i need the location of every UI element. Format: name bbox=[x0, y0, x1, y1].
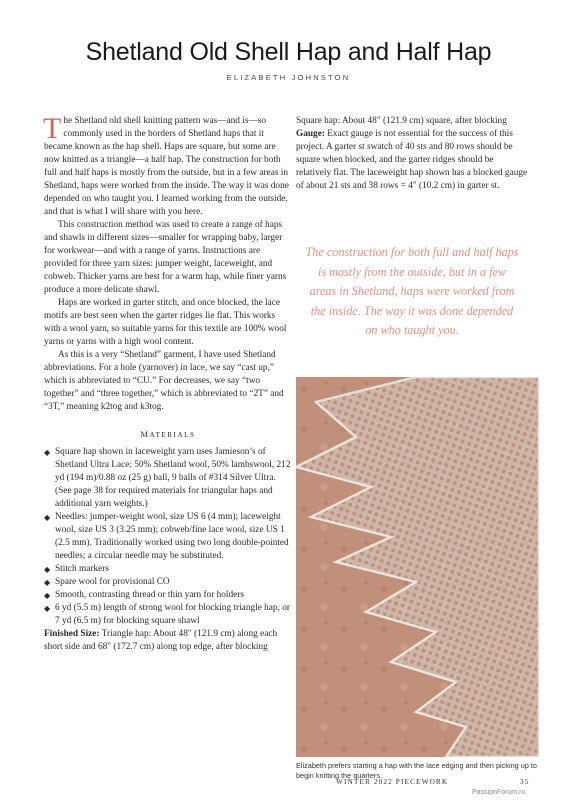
finished-size-text: Triangle hap: About 48" (121.9 cm) along each short side and 68" (172.7 cm) along top edge, after blocking bbox=[44, 629, 278, 652]
left-column bbox=[43, 112, 292, 654]
materials-heading-initial: M bbox=[140, 429, 150, 439]
article-title: Shetland Old Shell Hap and Half Hap bbox=[85, 38, 492, 66]
gauge-label: Gauge: bbox=[296, 129, 325, 139]
diamond-bullet-icon: ◆ bbox=[44, 565, 51, 574]
gauge-paragraph bbox=[296, 128, 530, 193]
diamond-bullet-icon: ◆ bbox=[44, 591, 51, 600]
materials-item bbox=[44, 563, 292, 576]
gauge-text: Exact gauge is not essential for the success of this project. A garter st swatch of 40 sts and 80 rows should be square when blocked, and the garter ridges should be relatively flat. The laceweight hap shown has a blocked gauge of about 21 sts and 38 rows = 4" (10.2 cm) in garter st. bbox=[296, 129, 528, 191]
diamond-bullet-icon: ◆ bbox=[44, 604, 51, 613]
finished-size-label: Finished Size: bbox=[44, 629, 100, 639]
intro-paragraph-1 bbox=[43, 112, 292, 219]
photo-caption: Elizabeth prefers starting a hap with the lace edging and then picking up to begin knitting the quarters. bbox=[296, 761, 537, 780]
intro-paragraph-3: Haps are worked in garter stitch, and once blocked, the lace motifs are best seen when the garter ridges lie flat. This works with a wool yarn, so suitable yarns for this textile are 100% wool yarns or yarns with a high wool content. bbox=[44, 298, 287, 347]
finished-size bbox=[44, 628, 292, 654]
materials-list bbox=[44, 446, 292, 628]
intro-paragraph-4: As this is a very “Shetland” garment, I have used Shetland abbreviations. For a hole (yarnover) in lace, we say “cast up,” which is abbreviated to “CU.” For decreases, we say “two together” and “three together,” which is abbreviated to “2T” and “3T,” meaning k2tog and k3tog. bbox=[44, 350, 284, 412]
author-byline: ELIZABETH JOHNSTON bbox=[226, 73, 351, 82]
materials-heading-rest: ATERIALS bbox=[149, 431, 196, 439]
materials-item-text: Smooth, contrasting thread or thin yarn for holders bbox=[55, 590, 244, 600]
materials-item bbox=[44, 446, 292, 511]
intro-paragraph-1-text: he Shetland old shell knitting pattern was—and is—so commonly used in the borders of Shetland haps that it became known as the hap shell. Haps are square, but some are now knitted as a triangle—a half hap. The construction for both full and half haps is mostly from the outside, but in a few areas in Shetland, haps were worked from the inside. The way it was done depended on who taught you. I learned working from the outside, and that is what I will share with you here. bbox=[44, 116, 289, 217]
diamond-bullet-icon: ◆ bbox=[44, 448, 51, 457]
materials-item-text: Needles: jumper-weight wool, size US 6 (4 mm); laceweight wool, size US 3 (3.25 mm); cobweb/fine lace wool, size US 1 (2.5 mm). Traditionally worked using two long double-pointed needles; a circular needle may be substituted. bbox=[55, 512, 289, 561]
materials-item-text: Spare wool for provisional CO bbox=[55, 577, 170, 587]
watermark: PassionForum.ru bbox=[472, 789, 526, 796]
page-number: 35 bbox=[520, 777, 530, 786]
drop-cap: T bbox=[43, 112, 62, 145]
materials-heading bbox=[44, 428, 292, 442]
materials-item-text: Stitch markers bbox=[55, 564, 109, 574]
materials-item bbox=[44, 511, 292, 563]
diamond-bullet-icon: ◆ bbox=[44, 578, 51, 587]
materials-item bbox=[44, 602, 292, 628]
right-column bbox=[296, 115, 530, 193]
issue-label: WINTER 2022 PIECEWORK bbox=[336, 777, 449, 786]
materials-item bbox=[44, 589, 292, 602]
materials-item-text: 6 yd (5.5 m) length of strong wool for blocking triangle hap, or 7 yd (6.5 m) for blocking square shawl bbox=[55, 603, 290, 626]
intro-paragraph-2: This construction method was used to create a range of haps and shawls in different sizes—smaller for wrapping baby, larger for workwear—and with a range of yarns. Instructions are provided for three yarn sizes: jumper weight, laceweight, and cobweb. Thicker yarns are best for a warm hap, while finer yarns produce a more delicate shawl. bbox=[44, 220, 287, 295]
lace-hap-photo bbox=[296, 377, 539, 757]
lace-edging-illustration bbox=[296, 377, 539, 757]
diamond-bullet-icon: ◆ bbox=[44, 513, 51, 522]
materials-item bbox=[44, 576, 292, 589]
square-hap-size: Square hap: About 48" (121.9 cm) square, after blocking bbox=[296, 116, 507, 126]
materials-item-text: Square hap shown in laceweight yarn uses Jamieson’s of Shetland Ultra Lace: 50% Shetland wool, 50% lambswool, 212 yd (194 m)/0.88 oz (25 g) ball, 9 balls of #314 Silver Ultra. (See page 38 for required materials for triangular haps and additional yarn weights.) bbox=[55, 447, 291, 509]
pull-quote: The construction for both full and half haps is mostly from the outside, but in a few areas in Shetland, haps were worked from the inside. The way it was done depended on who taught you. bbox=[305, 245, 519, 337]
